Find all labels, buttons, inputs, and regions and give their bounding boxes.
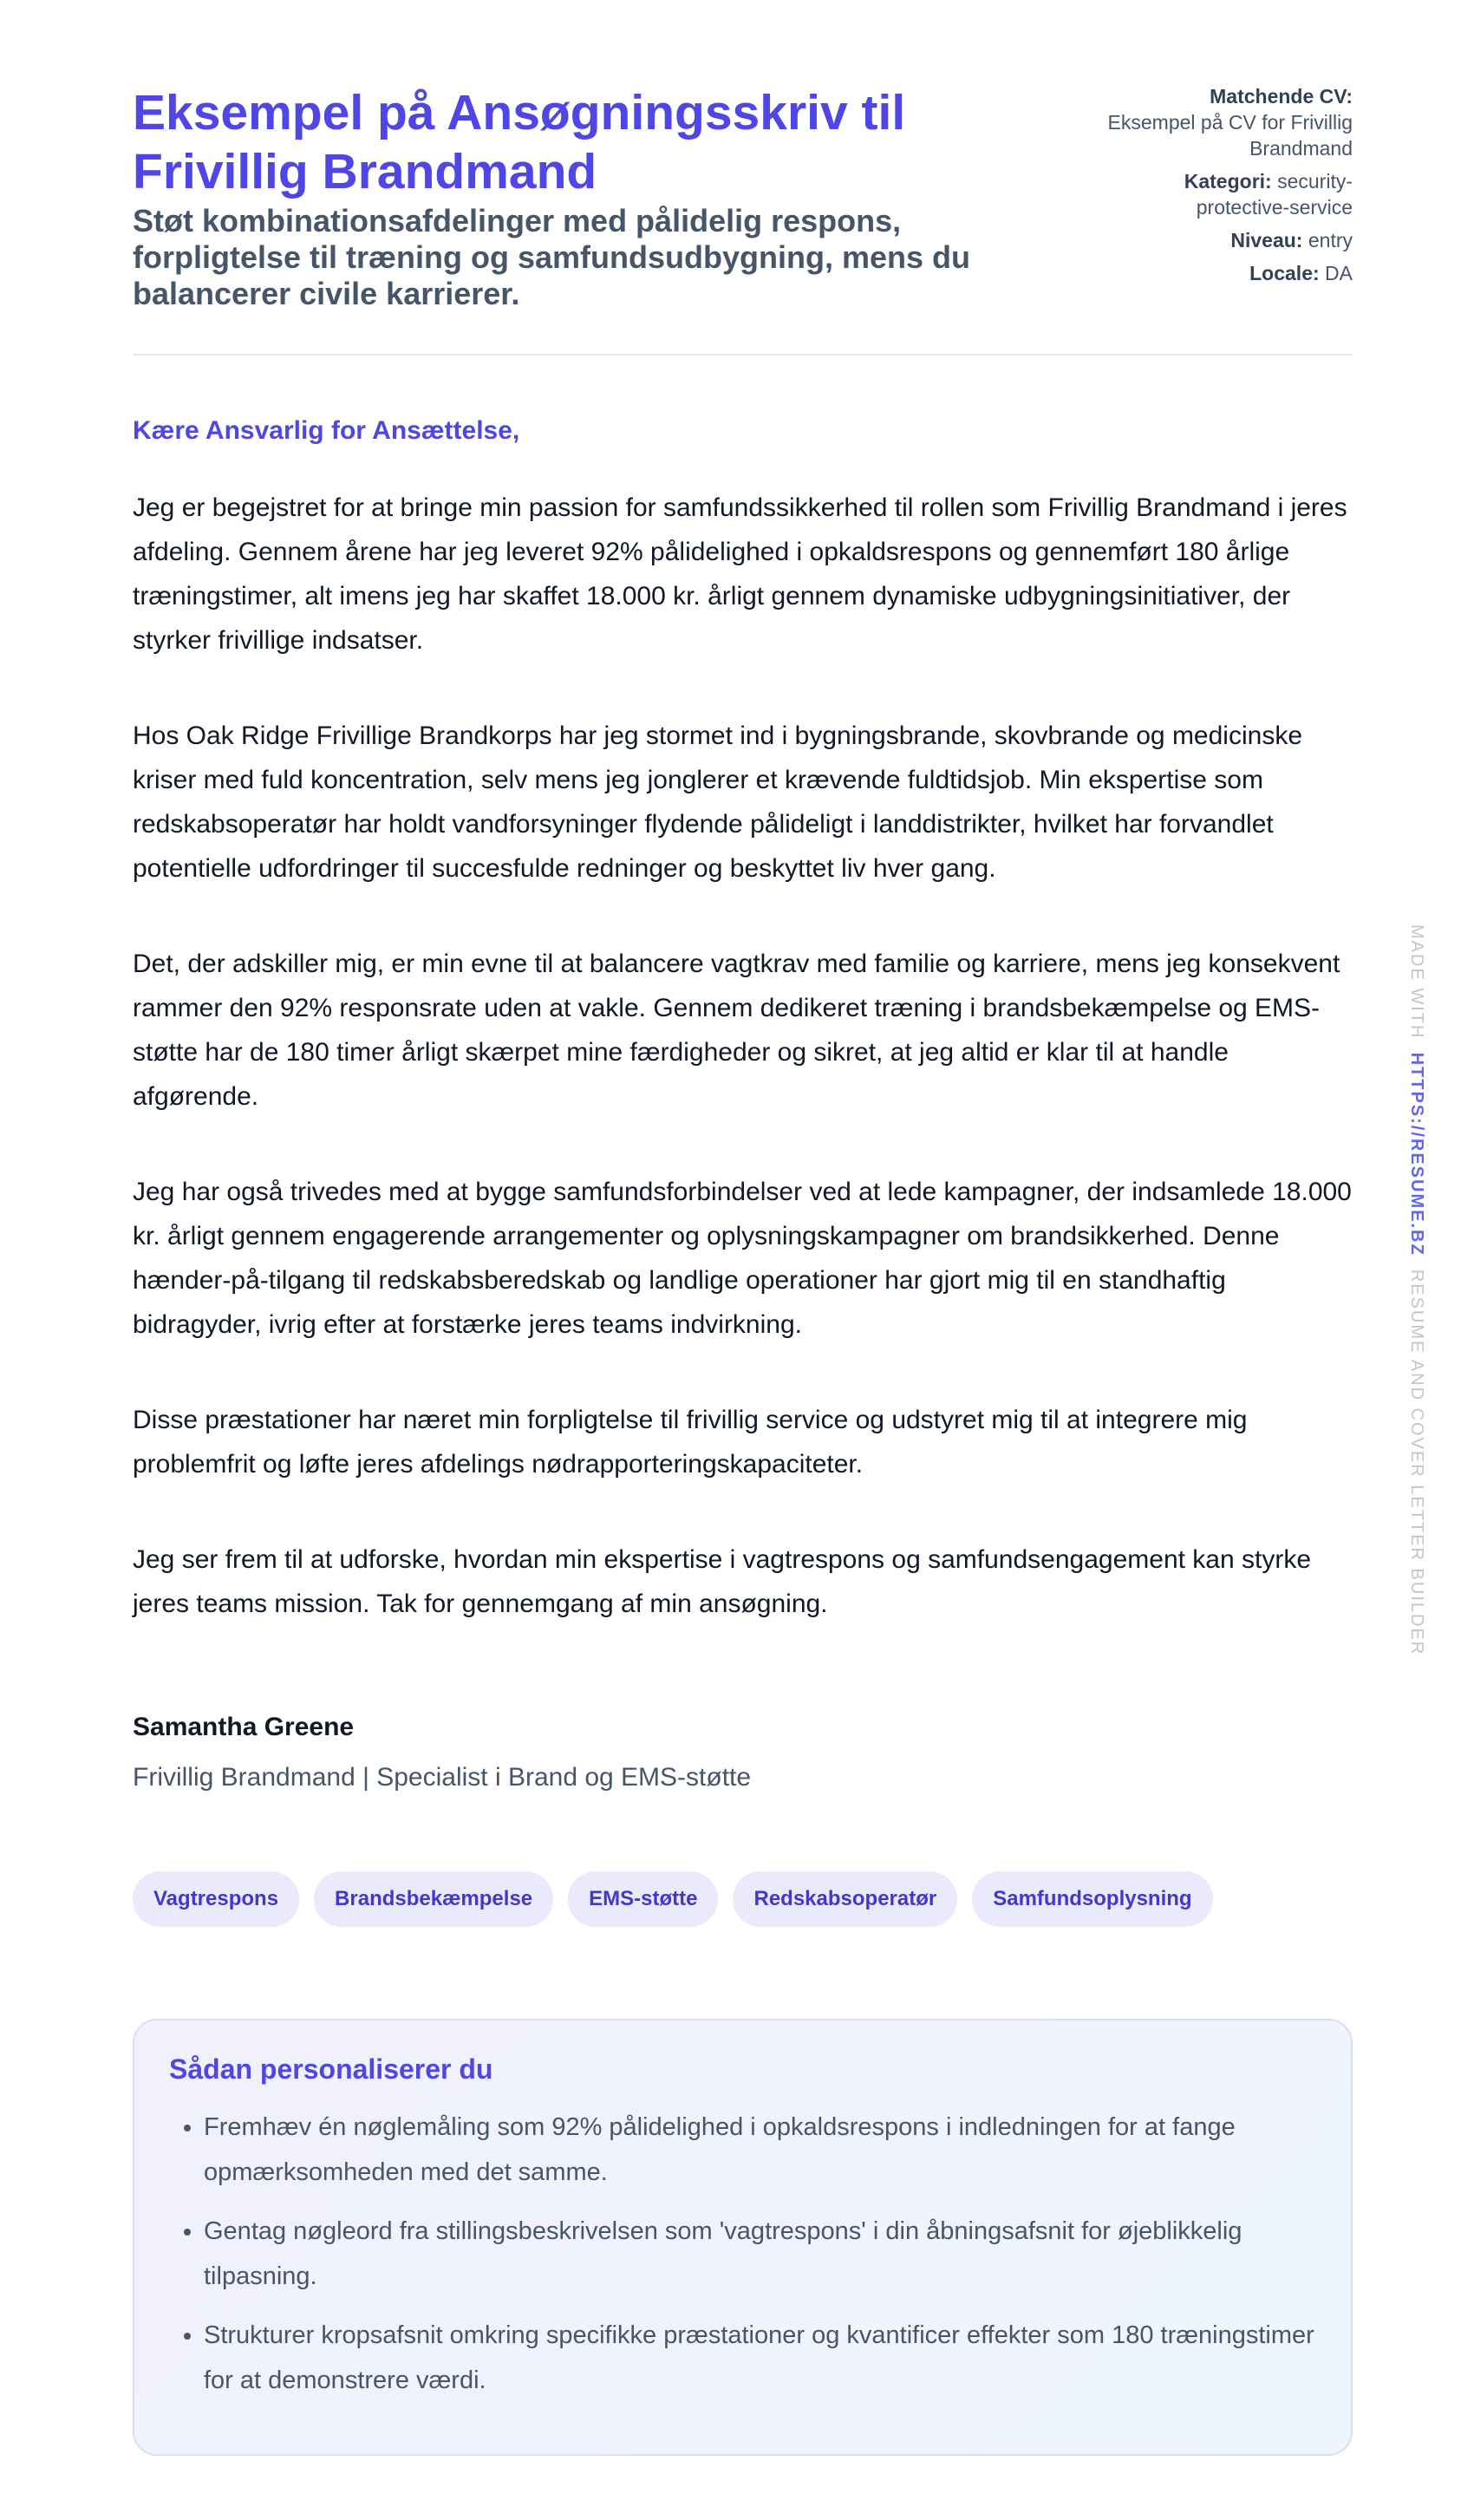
paragraph: Hos Oak Ridge Frivillige Brandkorps har jeg stormet ind i bygningsbrande, skovbrande og medicinske kriser med fuld koncentration, selv mens jeg jonglerer et krævende fuldtidsjob. Min ekspertise som redskabsoperatør har holdt vandforsyninger flydende pålideligt i landdistrikter, hvilket har forvandlet potentielle udfordringer til succesfulde redninger og beskyttet liv hver gang.: [133, 721, 1303, 883]
paragraph: Det, der adskiller mig, er min evne til at balancere vagtkrav med familie og karriere, mens jeg konsekvent rammer den 92% responsrate uden at vakle. Gennem dedikeret træning i brandsbekæmpelse og EMS-støtte har de 180 timer årligt skærpet mine færdigheder og sikret, at jeg altid er klar til at handle afgørende.: [133, 950, 1340, 1111]
greeting: Kære Ansvarlig for Ansættelse,: [133, 416, 520, 445]
tip-item: • Fremhæv én nøglemåling som 92% pålidelighed i opkaldsrespons i indledningen for at fange opmærksomheden med det samme.: [204, 2105, 1316, 2195]
paragraph: Jeg er begejstret for at bringe min passion for samfundssikkerhed til rollen som Frivillig Brandmand i jeres afdeling. Gennem årene har jeg leveret 92% pålidelighed i opkaldsrespons og gennemført 180 årlige træningstimer, alt imens jeg har skaffet 18.000 kr. årligt gennem dynamiske udbygningsinitiativer, der styrker frivillige indsatser.: [133, 493, 1347, 655]
cv-link[interactable]: Eksempel på CV for Frivillig Brandmand: [1107, 111, 1353, 160]
skill-tags: [133, 1871, 1213, 1927]
signature: [133, 1708, 751, 1797]
page-subtitle: Støt kombinationsafdelinger med pålidelig respons, forpligtelse til træning og samfundsudbygning, mens du balancerer civile karrierer.: [133, 203, 971, 311]
made-with-text: MADE WITH: [1407, 924, 1426, 1040]
page-title: Eksempel på Ansøgningsskriv til Frivillig Brandmand: [133, 85, 906, 199]
signature-role: Frivillig Brandmand | Specialist i Brand og EMS-støtte: [133, 1763, 752, 1792]
tips-title: Sådan personaliserer du: [169, 2053, 493, 2085]
tag: Redskabsoperatør: [733, 1871, 957, 1927]
level-label: Niveau:: [1230, 229, 1303, 251]
made-with-banner: [1406, 924, 1426, 1655]
tag: Brandsbekæmpelse: [314, 1871, 553, 1927]
tag: Samfundsoplysning: [972, 1871, 1212, 1927]
meta-panel: [1092, 83, 1353, 293]
paragraph: Jeg ser frem til at udforske, hvordan min ekspertise i vagtrespons og samfundsengagement kan styrke jeres teams mission. Tak for gennemgang af min ansøgning.: [133, 1545, 1312, 1618]
level-value: entry: [1308, 229, 1353, 251]
tip-item: • Strukturer kropsafsnit omkring specifikke præstationer og kvantificer effekter som 180 træningstimer for at demonstrere værdi.: [204, 2313, 1316, 2403]
resume-link[interactable]: HTTPS://RESUME.BZ: [1407, 1052, 1426, 1257]
cv-label: Matchende CV:: [1210, 85, 1353, 108]
locale-label: Locale:: [1249, 262, 1320, 284]
personalization-tips: [133, 2019, 1353, 2456]
letter-body: [133, 486, 1355, 1677]
paragraph: Jeg har også trivedes med at bygge samfundsforbindelser ved at lede kampagner, der indsamlede 18.000 kr. årligt gennem engagerende arrangementer og oplysningskampagner om brandsikkerhed. Denne hænder-på-tilgang til redskabsberedskab og landlige operationer har gjort mig til en standhaftig bidragyder, ivrig efter at forstærke jeres teams indvirkning.: [133, 1178, 1352, 1339]
locale-value: DA: [1325, 262, 1353, 284]
header: [133, 83, 1353, 356]
category-value: security-protective-service: [1196, 170, 1353, 219]
tag: EMS-støtte: [568, 1871, 718, 1927]
category-label: Kategori:: [1184, 170, 1272, 193]
tip-item: • Gentag nøgleord fra stillingsbeskrivelsen som 'vagtrespons' i din åbningsafsnit for øjeblikkelig tilpasning.: [204, 2209, 1316, 2299]
builder-text: RESUME AND COVER LETTER BUILDER: [1407, 1269, 1426, 1656]
paragraph: Disse præstationer har næret min forpligtelse til frivillig service og udstyret mig til at integrere mig problemfrit og løfte jeres afdelings nødrapporteringskapaciteter.: [133, 1406, 1248, 1479]
signature-name: Samantha Greene: [133, 1713, 355, 1741]
tag: Vagtrespons: [133, 1871, 299, 1927]
